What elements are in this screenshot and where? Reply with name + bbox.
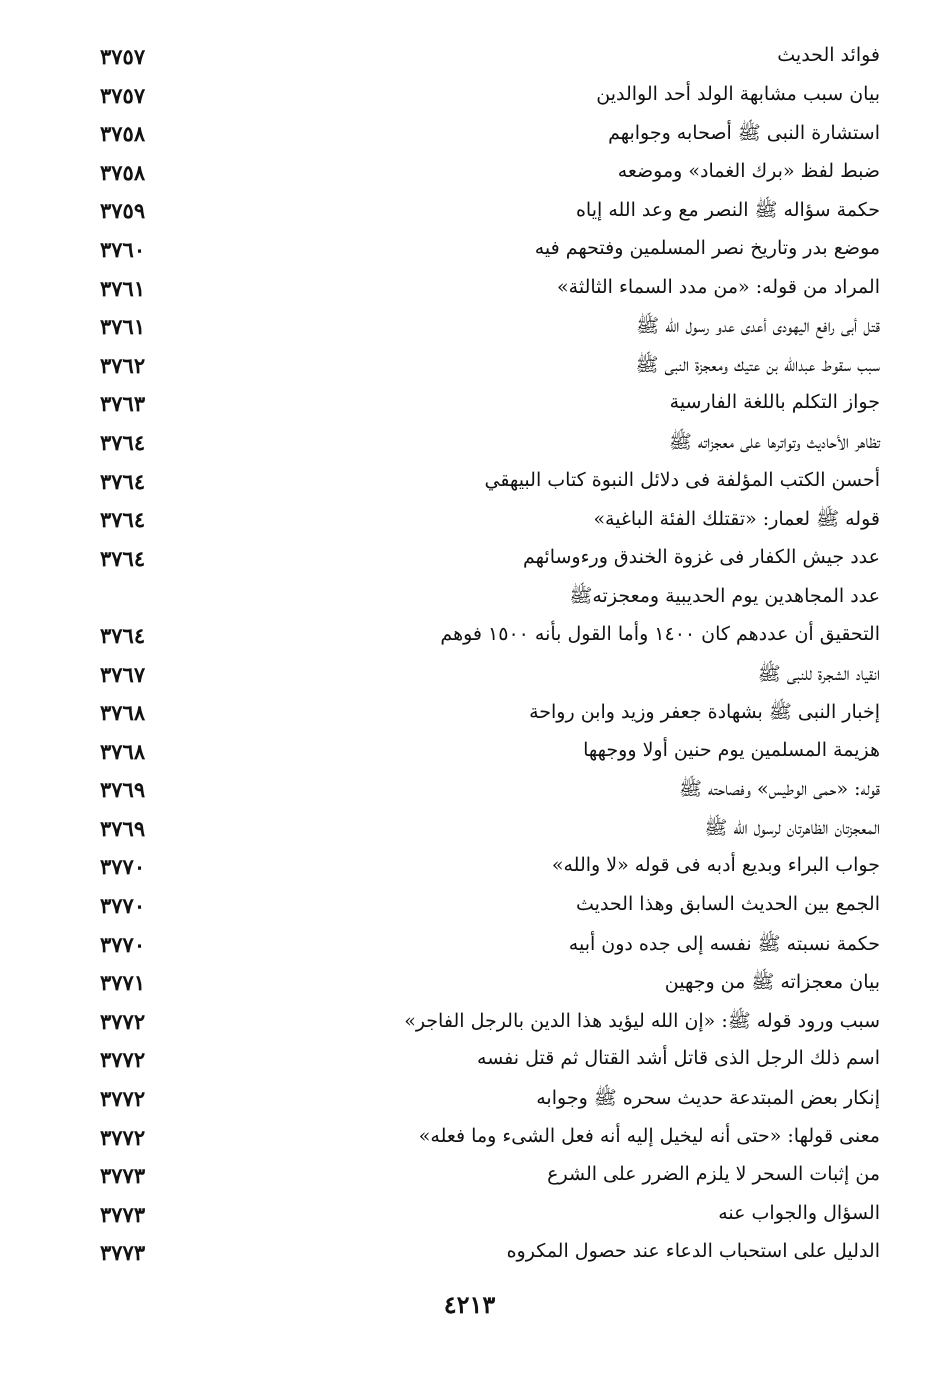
toc-entry-page: ٣٧٥٨ [100,121,146,147]
toc-entry-page: ٣٧٧٠ [100,854,146,880]
toc-entry-page: ٣٧٦٩ [100,815,146,841]
table-of-contents [100,40,880,1275]
toc-entry-page: ٣٧٧٢ [100,1086,146,1112]
toc-entry-title: فوائد الحديث [777,44,880,66]
toc-entry [100,156,880,195]
toc-entry-page: ٣٧٧٢ [100,1008,146,1034]
toc-entry-page: ٣٧٦٠ [100,236,146,262]
toc-entry [100,426,880,465]
toc-entry [100,542,880,581]
toc-entry-page: ٣٧٧٣ [100,1240,146,1266]
toc-entry [100,194,880,233]
toc-entry-page: ٣٧٦٩ [100,777,146,803]
toc-entry-page: ٣٧٦٧ [100,661,146,687]
toc-entry-title: الجمع بين الحديث السابق وهذا الحديث [576,893,880,916]
toc-entry-page: ٣٧٦٤ [100,507,146,533]
toc-entry-page: ٣٧٦٢ [100,352,146,378]
toc-entry [100,117,880,156]
toc-entry-title: سبب ورود قوله ﷺ: «إن الله ليؤيد هذا الدين بالرجل الفاجر» [404,1009,880,1032]
toc-entry [100,889,880,928]
toc-entry [100,310,880,349]
toc-entry-title: قتل أبى رافع اليهودى أعدى عدو رسول الله ﷺ [636,315,880,338]
toc-entry-page: ٣٧٧٠ [100,931,146,957]
toc-entry-title: انقياد الشجرة للنبى ﷺ [757,662,880,685]
toc-entry-title: أحسن الكتب المؤلفة فى دلائل النبوة كتاب البيهقي [484,468,880,491]
toc-entry-title: الدليل على استحباب الدعاء عند حصول المكروه [506,1240,880,1263]
toc-entry-title: تظاهر الأحاديث وتواترها على معجزاته ﷺ [668,430,880,453]
toc-entry-page: ٣٧٥٩ [100,198,146,224]
toc-entry [100,503,880,542]
toc-entry-page: ٣٧٧١ [100,970,146,996]
toc-entry [100,1043,880,1082]
toc-entry [100,1159,880,1198]
toc-entry [100,349,880,388]
toc-entry-page: ٣٧٦٤ [100,545,146,571]
toc-entry [100,812,880,851]
toc-entry-title: حكمة سؤاله ﷺ النصر مع وعد الله إياه [575,199,880,222]
toc-entry-title: معنى قولها: «حتى أنه ليخيل إليه أنه فعل الشىء وما فعله» [418,1124,880,1147]
toc-entry [100,735,880,774]
toc-entry-title: إخبار النبى ﷺ بشهادة جعفر وزيد وابن رواحة [529,701,880,724]
page-number: ٤٢١٣ [443,1290,496,1319]
toc-entry-page: ٣٧٧٢ [100,1047,146,1073]
toc-entry [100,1236,880,1275]
toc-entry-page: ٣٧٦١ [100,275,146,301]
toc-entry-title: استشارة النبى ﷺ أصحابه وجوابهم [608,122,880,145]
toc-entry [100,1121,880,1160]
toc-entry-page: ٣٧٦٨ [100,700,146,726]
toc-entry-title: حكمة نسبته ﷺ نفسه إلى جده دون أبيه [568,932,880,955]
toc-entry-title: المعجزتان الظاهرتان لرسول الله ﷺ [704,816,880,839]
toc-entry-page: ٣٧٦٤ [100,468,146,494]
toc-entry [100,850,880,889]
toc-entry-title: عدد جيش الكفار فى غزوة الخندق ورءوسائهم [523,545,880,568]
toc-entry-title: جواب البراء وبديع أدبه فى قوله «لا والله» [551,854,880,877]
toc-entry [100,580,880,619]
toc-entry-page: ٣٧٧٢ [100,1124,146,1150]
toc-entry [100,465,880,504]
toc-entry-page: ٣٧٥٧ [100,82,146,108]
toc-entry [100,233,880,272]
toc-entry-page: ٣٧٥٧ [100,44,146,69]
toc-entry [100,272,880,311]
toc-entry-title: سبب سقوط عبدالله بن عتيك ومعجزة النبى ﷺ [635,353,880,376]
toc-entry-page: ٣٧٦٤ [100,622,146,648]
toc-entry-title: بيان معجزاته ﷺ من وجهين [664,971,880,994]
toc-entry-page: ٣٧٧٣ [100,1163,146,1189]
toc-entry-title: قوله ﷺ لعمار: «تقتلك الفئة الباغية» [593,508,880,531]
toc-entry-title: من إثبات السحر لا يلزم الضرر على الشرع [547,1163,880,1186]
toc-entry-title: عدد المجاهدين يوم الحديبية ومعجزتهﷺ [569,585,880,608]
toc-entry-title: بيان سبب مشابهة الولد أحد الوالدين [596,82,880,105]
toc-entry-page: ٣٧٦١ [100,314,146,340]
toc-entry [100,966,880,1005]
toc-entry [100,1082,880,1121]
toc-entry-title: ضبط لفظ «برك الغماد» وموضعه [617,159,880,182]
toc-entry-page: ٣٧٦٣ [100,391,146,417]
toc-entry [100,696,880,735]
toc-entry [100,1198,880,1237]
toc-entry-title: التحقيق أن عددهم كان ١٤٠٠ وأما القول بأنه ١٥٠٠ فوهم [440,622,880,645]
toc-entry-title: اسم ذلك الرجل الذى قاتل أشد القتال ثم قتل نفسه [477,1047,880,1070]
toc-entry-title: هزيمة المسلمين يوم حنين أولا ووجهها [583,738,880,761]
toc-entry [100,1005,880,1044]
toc-entry [100,773,880,812]
toc-entry-page: ٣٧٦٨ [100,738,146,764]
toc-entry [100,928,880,967]
toc-entry-title: السؤال والجواب عنه [718,1201,880,1224]
toc-entry [100,387,880,426]
toc-entry-title: جواز التكلم باللغة الفارسية [669,391,880,414]
toc-entry-title: قوله: «حمى الوطيس» وفصاحته ﷺ [678,778,880,801]
toc-entry [100,40,880,79]
toc-entry-title: موضع بدر وتاريخ نصر المسلمين وفتحهم فيه [534,236,880,259]
toc-entry-title: المراد من قوله: «من مدد السماء الثالثة» [557,275,880,298]
toc-entry-page: ٣٧٧٠ [100,893,146,919]
toc-entry [100,619,880,658]
toc-entry-title: إنكار بعض المبتدعة حديث سحره ﷺ وجوابه [536,1087,880,1110]
toc-entry-page: ٣٧٦٤ [100,429,146,455]
toc-entry [100,79,880,118]
toc-entry-page: ٣٧٧٣ [100,1201,146,1227]
toc-entry-page: ٣٧٥٨ [100,159,146,185]
toc-entry [100,658,880,697]
